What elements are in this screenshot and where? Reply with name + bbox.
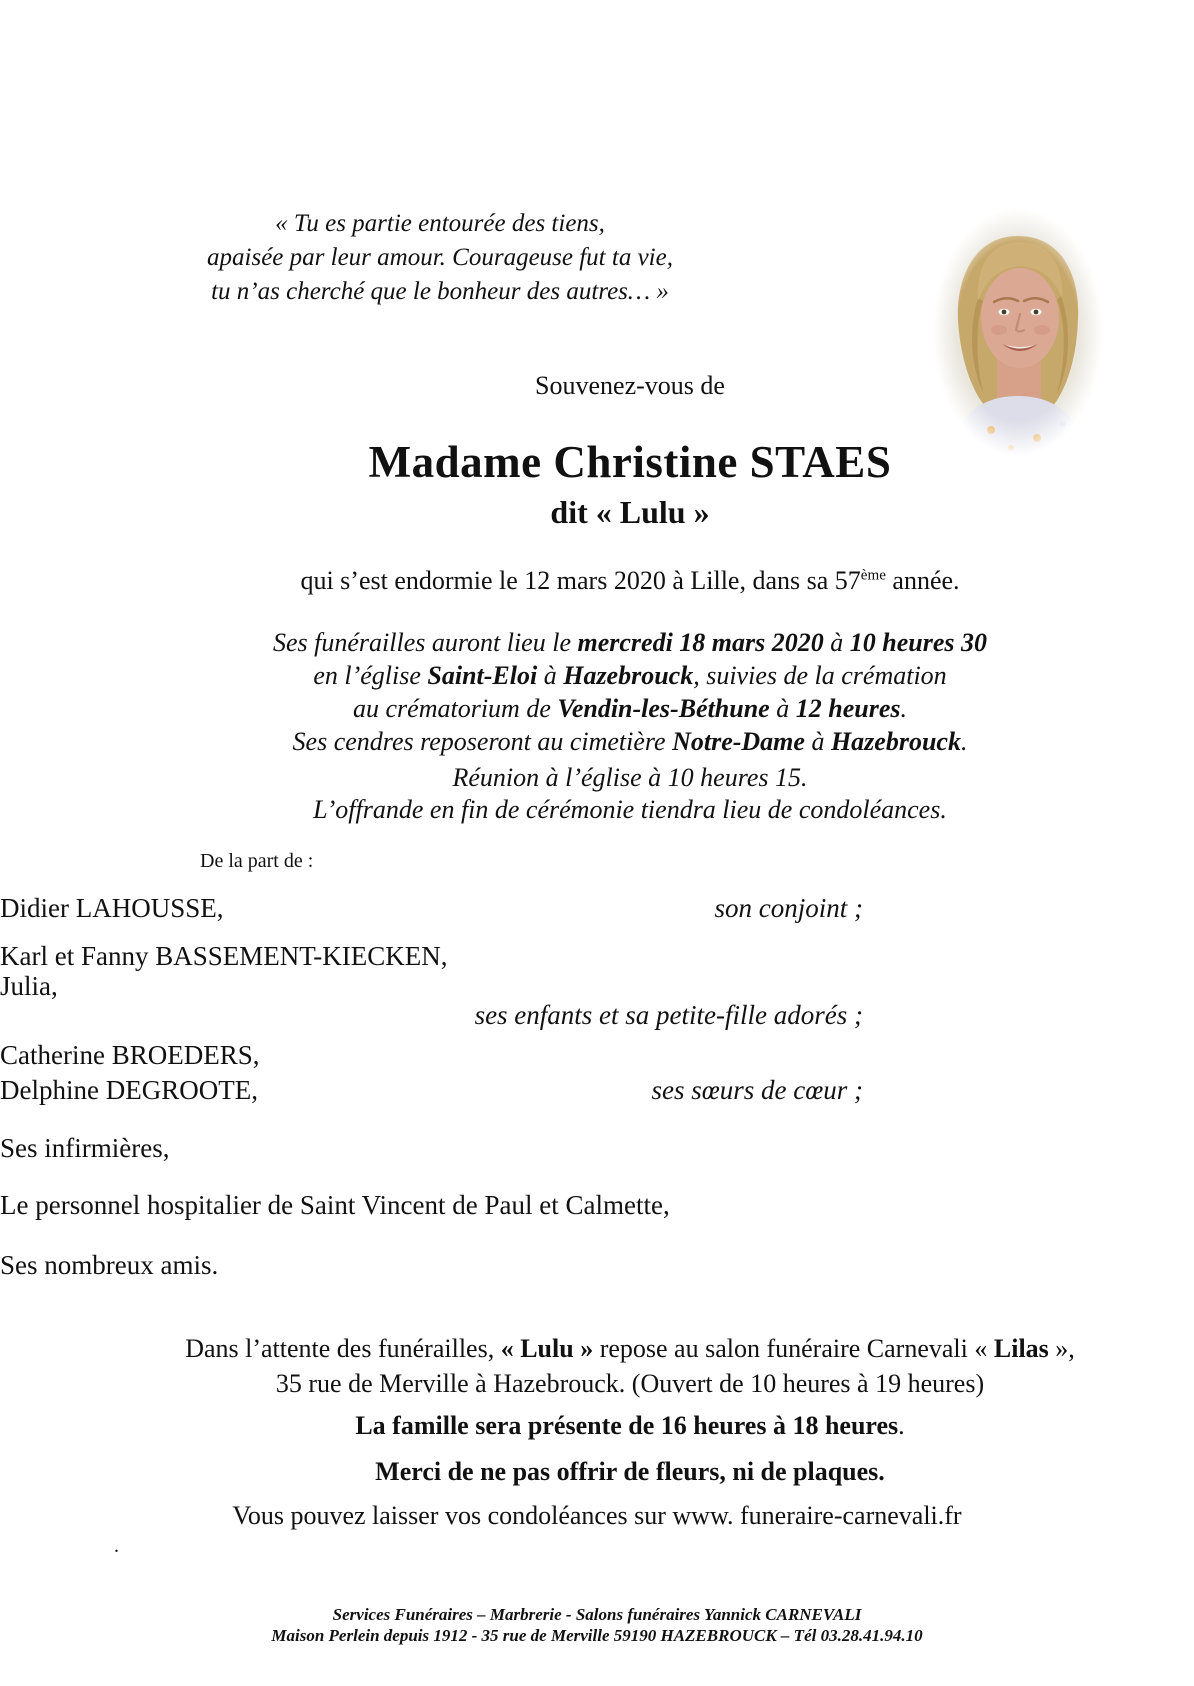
family-name: Didier LAHOUSSE, [0,893,224,923]
text-segment: Hazebrouck [563,661,694,690]
family-relation: son conjoint ; [714,893,863,923]
from-label: De la part de : [200,850,314,872]
text-segment: à [537,661,564,690]
family-name: Ses infirmières, [0,1133,170,1163]
text-segment: Vendin-les-Béthune [557,694,770,723]
ordinal-suffix: ème [860,567,886,584]
family-name: Le personnel hospitalier de Saint Vincent de Paul et Calmette, [0,1190,670,1220]
family-name: Karl et Fanny BASSEMENT-KIECKEN, [0,941,448,971]
family-relation: ses sœurs de cœur ; [651,1075,863,1105]
reunion-line-2: L’offrande en fin de cérémonie tiendra lieu de condoléances. [313,795,947,824]
condolences-line: Vous pouvez laisser vos condoléances sur www. funeraire-carnevali.fr [232,1501,962,1530]
memorial-quote [130,207,750,309]
family-row-friends [0,1250,863,1281]
funeral-line-2 [62,659,1194,692]
family-row-children-1 [0,941,863,972]
text-segment: qui s’est endormie le 12 mars 2020 à Lille, dans sa 57 [300,566,861,595]
text-segment: au crématorium de [353,694,558,723]
family-name: Ses nombreux amis. [0,1250,219,1280]
text-segment: repose au salon funéraire Carnevali « [593,1334,994,1363]
funeral-details [62,626,1194,758]
quote-line-3: tu n’as cherché que le bonheur des autres… » [211,278,669,305]
portrait-photo-graphic [933,208,1103,456]
text-segment: en l’église [313,661,428,690]
text-segment: Dans l’attente des funérailles, [185,1334,501,1363]
family-name: Catherine BROEDERS, [0,1040,260,1070]
funeral-line-3 [62,692,1194,725]
text-segment: 10 heures 30 [849,628,987,657]
reunion-details [62,762,1194,826]
wake-line-1 [62,1331,1194,1366]
footer-line-2: Maison Perlein depuis 1912 - 35 rue de Merville 59190 HAZEBROUCK – Tél 03.28.41.94.10 [271,1626,923,1645]
funeral-home-footer [0,1604,1194,1646]
death-announcement [62,566,1194,596]
stray-period: . [114,1535,119,1557]
text-segment: à [823,628,850,657]
reunion-line-1: Réunion à l’église à 10 heures 15. [452,763,808,792]
family-presence-notice [62,1411,1194,1441]
family-name: Julia, [0,971,58,1001]
text-segment: « Lulu » [500,1334,594,1363]
text-segment: 12 heures [795,694,901,723]
text-segment: à [804,727,831,756]
funeral-line-4 [62,725,1194,758]
text-segment: . [900,694,907,723]
footer-line-1: Services Funéraires – Marbrerie - Salons funéraires Yannick CARNEVALI [332,1605,862,1624]
portrait-photo [933,208,1103,456]
text-segment: Hazebrouck [830,727,961,756]
funeral-line-1 [62,626,1194,659]
family-row-sisters-1 [0,1040,863,1071]
text-segment: », [1048,1334,1075,1363]
family-name: Delphine DEGROOTE, [0,1075,258,1105]
text-segment: Saint-Eloi [427,661,538,690]
deceased-name: Madame Christine STAES [368,437,892,487]
text-segment: mercredi 18 mars 2020 [577,628,824,657]
text-segment: Ses cendres reposeront au cimetière [292,727,673,756]
text-segment: à [769,694,796,723]
text-segment: , suivies de la crémation [693,661,947,690]
family-row-nurses [0,1133,863,1164]
text-segment: Notre-Dame [672,727,805,756]
text-segment: . [960,727,968,756]
text-segment: . [898,1411,905,1440]
deceased-nickname: dit « Lulu » [550,494,710,530]
text-segment: Lilas [993,1334,1049,1363]
family-row-children-2 [0,971,863,1002]
quote-line-2: apaisée par leur amour. Courageuse fut ta vie, [207,244,673,271]
quote-line-1: « Tu es partie entourée des tiens, [275,210,605,237]
text-segment: La famille sera présente de 16 heures à 18 heures [355,1411,899,1440]
text-segment: année. [885,566,960,595]
wake-info [62,1331,1194,1401]
intro-line: Souvenez-vous de [535,371,725,400]
family-row-spouse [0,893,863,924]
family-row-sisters-2 [0,1075,863,1106]
no-flowers-notice: Merci de ne pas offrir de fleurs, ni de plaques. [375,1457,885,1486]
family-relation: ses enfants et sa petite-fille adorés ; [474,1000,863,1030]
text-segment: Ses funérailles auront lieu le [272,628,578,657]
family-row-hospital-staff [0,1190,863,1221]
family-row-children-relation [0,1000,863,1031]
wake-line-2: 35 rue de Merville à Hazebrouck. (Ouvert de 10 heures à 19 heures) [275,1369,985,1398]
